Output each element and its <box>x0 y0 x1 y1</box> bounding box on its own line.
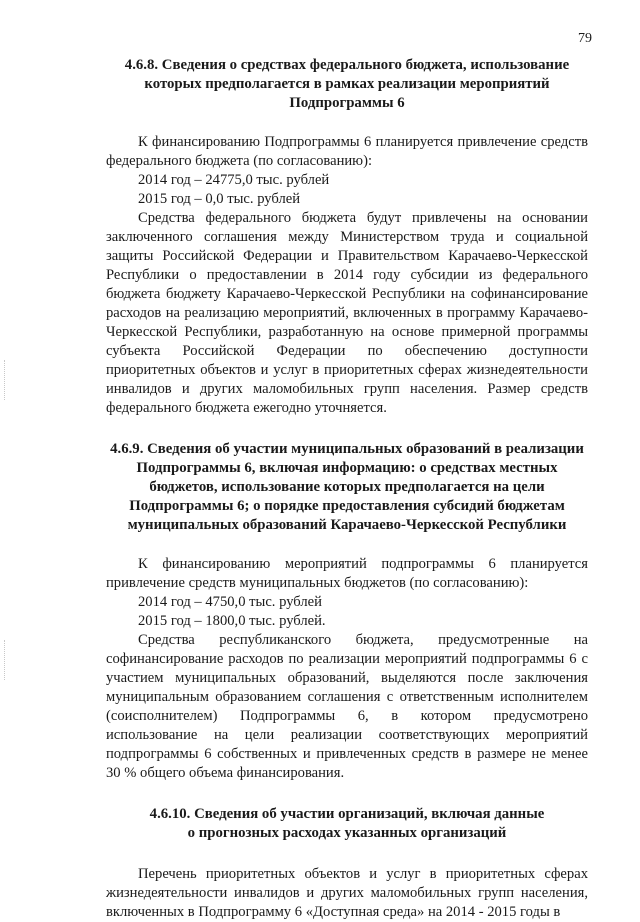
section-heading-4-6-10 <box>106 805 588 843</box>
heading-line: Подпрограммы 6; о порядке предоставления субсидий бюджетам <box>129 498 565 514</box>
heading-line: которых предполагается в рамках реализации мероприятий <box>144 76 550 92</box>
paragraph: К финансированию мероприятий подпрограммы 6 планируется привлечение средств муниципальных бюджетов (по согласованию): <box>106 556 588 591</box>
amount-line: 2015 год – 1800,0 тыс. рублей. <box>138 613 326 629</box>
heading-line: о прогнозных расходах указанных организаций <box>187 825 507 841</box>
amount-line: 2014 год – 24775,0 тыс. рублей <box>138 172 330 188</box>
heading-line: 4.6.8. Сведения о средствах федерального бюджета, использование <box>124 57 570 73</box>
heading-line: 4.6.9. Сведения об участии муниципальных образований в реализации <box>110 441 584 457</box>
paragraph: Перечень приоритетных объектов и услуг в приоритетных сферах жизнедеятельности инвалидов и других маломобильных групп населения, включенных в Подпрограмму 6 «Доступная среда» на 2014 - 2015 годы в <box>106 866 588 920</box>
page-number: 79 <box>578 31 592 46</box>
scan-margin-mark <box>4 640 7 680</box>
paragraph: Средства федерального бюджета будут привлечены на основании заключенного соглашения между Министерством труда и социальной защиты Российской Федерации и Правительством Карачаево-Черкесской Республики о предоставлении в 2014 году субсидии из федерального бюджета бюджету Карачаево-Черкесской Республики на софинансирование расходов на реализацию мероприятий, включенных в программу Карачаево-Черкесской Республики, разработанную на основе примерной программы субъекта Российской Федерации по обеспечению доступности приоритетных объектов и услуг в приоритетных сферах жизнедеятельности инвалидов и других маломобильных групп населения. Размер средств федерального бюджета ежегодно уточняется. <box>106 210 588 416</box>
section-heading-4-6-8 <box>106 56 588 113</box>
amount-line: 2015 год – 0,0 тыс. рублей <box>138 191 301 207</box>
scan-margin-mark <box>4 360 7 400</box>
amount-line: 2014 год – 4750,0 тыс. рублей <box>138 594 322 610</box>
section-heading-4-6-9 <box>106 440 588 535</box>
heading-line: 4.6.10. Сведения об участии организаций, включая данные <box>149 806 545 822</box>
document-body <box>106 56 588 922</box>
heading-line: бюджетов, использование которых предполагается на цели <box>149 479 545 495</box>
heading-line: Подпрограммы 6, включая информацию: о средствах местных <box>136 460 558 476</box>
paragraph: Средства республиканского бюджета, предусмотренные на софинансирование расходов по реализации мероприятий подпрограммы 6 с участием муниципальных образований, выделяются после заключения муниципальным образованием соглашения с ответственным исполнителем (соисполнителем) Подпрограммы 6, в котором предусмотрено использование на цели реализации соответствующих мероприятий подпрограммы 6 собственных и привлеченных средств в размере не менее 30 % общего объема финансирования. <box>106 632 588 781</box>
heading-line: муниципальных образований Карачаево-Черкесской Республики <box>127 517 567 533</box>
heading-line: Подпрограммы 6 <box>289 95 405 111</box>
paragraph: К финансированию Подпрограммы 6 планируется привлечение средств федерального бюджета (по согласованию): <box>106 134 588 169</box>
